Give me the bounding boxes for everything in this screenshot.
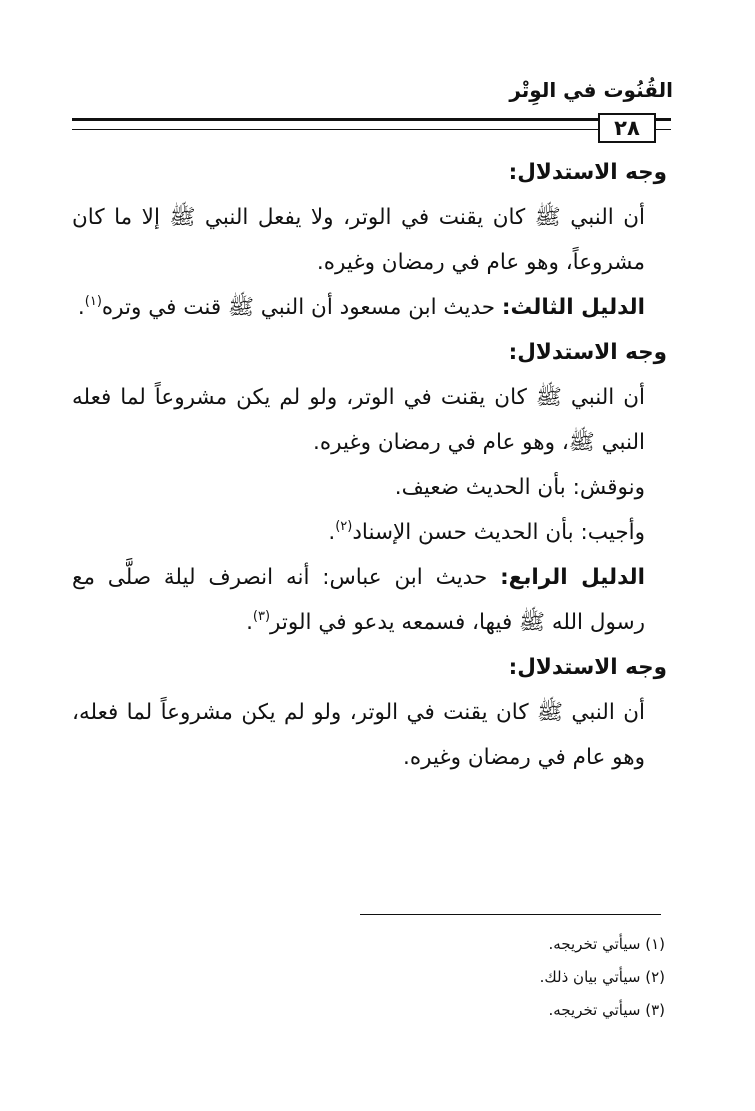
- page-number: ٢٨: [598, 113, 656, 143]
- paragraph: أن النبي ﷺ كان يقنت في الوتر، ولو لم يكن مشروعاً لما فعله، وهو عام في رمضان وغيره.: [72, 700, 645, 770]
- footnote-marker: (١): [84, 294, 102, 309]
- footnote: (٢) سيأتي بيان ذلك.: [539, 968, 665, 986]
- section-heading: وجه الاستدلال:: [508, 160, 667, 185]
- footnote: (١) سيأتي تخريجه.: [548, 935, 665, 953]
- paragraph-text: حديث ابن مسعود أن النبي ﷺ قنت في وتره: [101, 295, 502, 320]
- footnote: (٣) سيأتي تخريجه.: [548, 1001, 665, 1019]
- body-text: [72, 150, 667, 780]
- evidence-heading: الدليل الثالث:: [501, 295, 645, 320]
- paragraph: أن النبي ﷺ كان يقنت في الوتر، ولو لم يكن مشروعاً لما فعله النبي ﷺ، وهو عام في رمضان وغيره.: [72, 385, 645, 455]
- footnotes: [300, 928, 665, 1027]
- section-heading: وجه الاستدلال:: [508, 340, 667, 365]
- footnote-marker: (٢): [335, 519, 353, 534]
- footnote-marker: (٣): [252, 609, 271, 624]
- paragraph: [72, 555, 667, 645]
- paragraph: [72, 285, 667, 330]
- evidence-heading: الدليل الرابع:: [500, 565, 645, 590]
- section-heading: وجه الاستدلال:: [508, 655, 667, 680]
- header-rule: [72, 118, 671, 130]
- paragraph-end: .: [77, 295, 85, 320]
- paragraph-text: حديث ابن عباس: أنه انصرف ليلة صلَّى مع رسول الله ﷺ فيها، فسمعه يدعو في الوتر: [72, 565, 645, 635]
- paragraph-end: .: [246, 610, 253, 635]
- paragraph-end: .: [328, 520, 336, 545]
- footnote-rule: [360, 914, 661, 915]
- running-title: القُنُوت في الوِتْر: [509, 78, 673, 102]
- paragraph: أن النبي ﷺ كان يقنت في الوتر، ولا يفعل النبي ﷺ إلا ما كان مشروعاً، وهو عام في رمضان وغيره.: [72, 205, 645, 275]
- paragraph: [72, 510, 667, 555]
- paragraph-text: وأجيب: بأن الحديث حسن الإسناد: [352, 520, 645, 545]
- paragraph: ونوقش: بأن الحديث ضعيف.: [394, 475, 645, 500]
